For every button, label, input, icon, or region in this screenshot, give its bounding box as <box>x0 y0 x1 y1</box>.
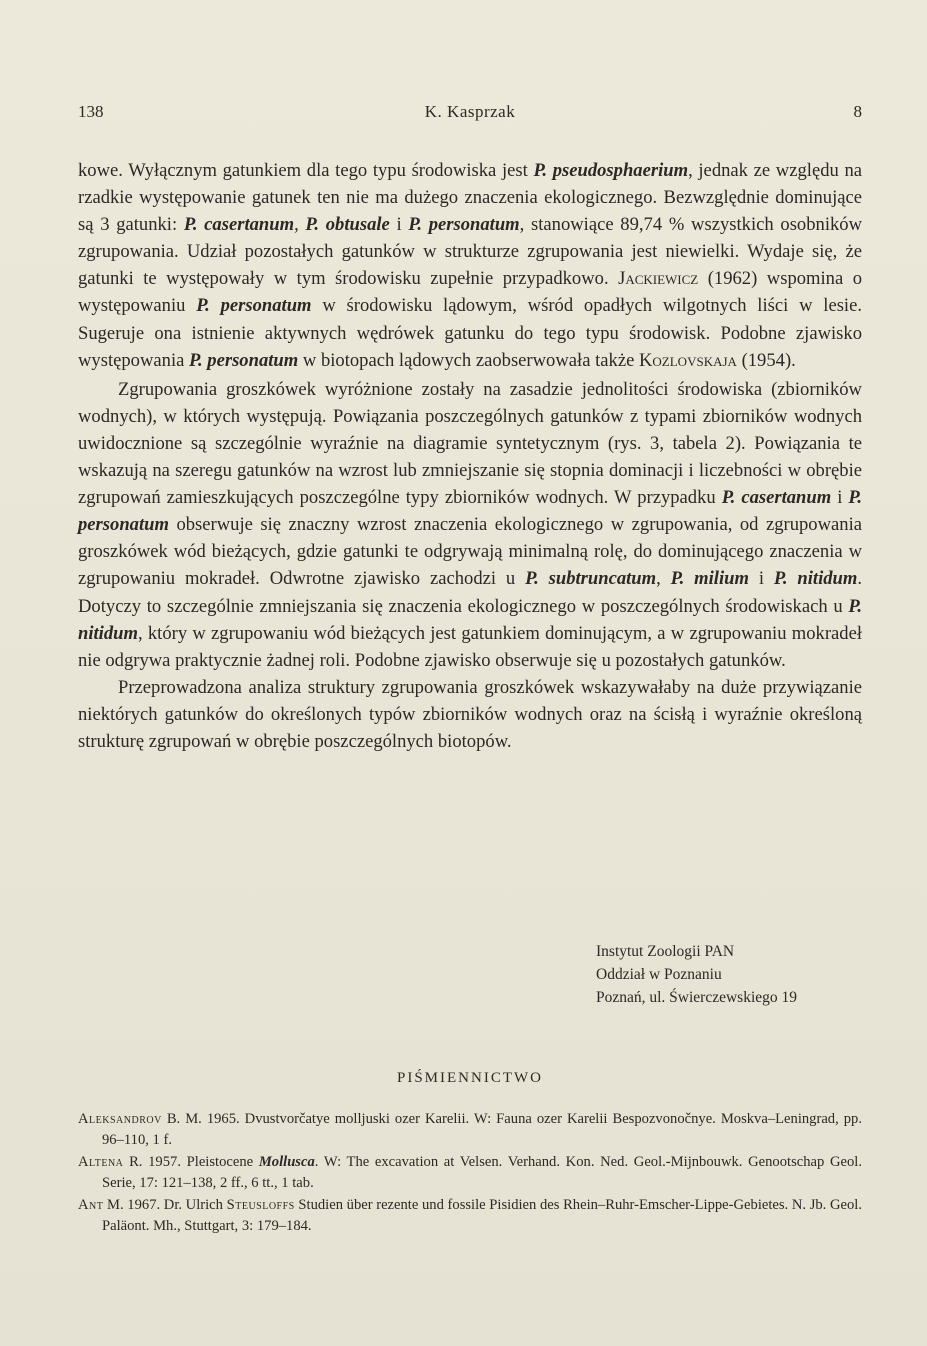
text-run: , <box>656 568 671 590</box>
text-run: w biotopach lądowych zaobserwowała także <box>298 349 639 371</box>
reference-text: . W: The excavation at Velsen. Verhand. Kon. Ned. Geol.-Mijnbouwk. Genootschap Geol. Serie, 17: 121–138, 2 ff., 6 tt., 1 tab. <box>102 1153 862 1192</box>
species-name: P. obtusale <box>305 214 390 236</box>
reference-text: Studien über rezente und fossile Pisidien des Rhein–Ruhr-Emscher-Lippe-Gebietes. N. Jb. Geol. Paläont. Mh., Stuttgart, 3: 179–184. <box>102 1196 862 1235</box>
species-name: P. casertanum <box>721 487 832 509</box>
paragraph-3: Przeprowadzona analiza struktury zgrupowania groszkówek wskazywałaby na duże przywiązanie niektórych gatunków do określonych typów zbiorników wodnych oraz na ścisłą i wyraźnie określoną strukturę zgrupowań w obrębie poszczególnych biotopów. <box>78 676 862 752</box>
text-run: , stanowiące 89,74 % wszystkich osobników zgrupowania. Udział pozostałych gatunków w strukturze zgrupowania jest niewielki. Wydaje się, że gatunki te występowały w tym środowisku zupełnie przypadkowo. <box>78 214 863 290</box>
main-text <box>78 157 862 755</box>
reference-text: B. M. 1965. Dvustvorčatye molljuski ozer Karelii. W: Fauna ozer Karelii Bespozvonočnye. Moskva–Leningrad, pp. 96–110, 1 f. <box>102 1111 862 1149</box>
running-head-author: K. Kasprzak <box>424 102 516 121</box>
text-run: (1962) wspomina o występowaniu <box>78 268 862 317</box>
text-run: Zgrupowania groszkówek wyróżnione zostały na zasadzie jednolitości środowiska (zbiorników wodnych), w których występują. Powiązania poszczególnych gatunków z typami zbiorników wodnych uwidocznione są szczególnie wyraźnie na diagramie syntetycznym (rys. 3, tabela 2). Powiązania te wskazują na szeregu gatunków na wzrost lub zmniejszanie się stopnia dominacji i liczebności w obrębie zgrupowań zamieszkujących poszczególne typy zbiorników wodnych. W przypadku <box>78 378 862 509</box>
species-name: P. milium <box>670 568 749 590</box>
species-name: P. pseudosphaerium <box>533 160 689 181</box>
reference-text: M. 1967. Dr. Ulrich <box>103 1196 227 1213</box>
reference-author: Aleksandrov <box>78 1111 162 1127</box>
author-address <box>596 940 862 1009</box>
reference-item <box>78 1195 862 1238</box>
species-name: P. personatum <box>189 349 299 371</box>
paragraph-2 <box>78 376 862 674</box>
species-name: P. nitidum <box>773 568 858 590</box>
address-line: Instytut Zoologii PAN <box>596 943 735 960</box>
text-run: , który w zgrupowaniu wód bieżących jest gatunkiem dominującym, a w zgrupowaniu mokradeł nie odgrywa praktycznie żadnej roli. Podobne zjawisko obserwuje się u pozostałych gatunków. <box>78 622 862 671</box>
cited-author: Jackiewicz <box>618 268 699 290</box>
species-name: P. nitidum <box>78 595 862 644</box>
species-name: P. personatum <box>196 295 312 317</box>
reference-author: Steusloffs <box>226 1196 295 1213</box>
section-number: 8 <box>853 102 862 121</box>
text-run: , <box>294 214 306 236</box>
address-line: Poznań, ul. Świerczewskiego 19 <box>596 989 798 1006</box>
cited-author: Kozlovskaja <box>638 349 737 371</box>
species-name: P. personatum <box>408 214 520 236</box>
address-line: Oddział w Poznaniu <box>596 966 722 983</box>
text-run: i <box>831 487 849 509</box>
reference-italic: Mollusca <box>258 1153 315 1170</box>
reference-item <box>78 1152 862 1195</box>
reference-author: Altena <box>78 1153 124 1170</box>
text-run: , jednak ze względu na rzadkie występowanie gatunek ten nie ma dużego znaczenia ekologicznego. Bezwzględnie dominujące są 3 gatunki: <box>78 160 863 236</box>
text-run: w środowisku lądowym, wśród opadłych wilgotnych liści w lesie. Sugeruje ona istnienie aktywnych wędrówek gatunku do tego typu środowisk. Podobne zjawisko występowania <box>78 295 863 371</box>
text-run: i <box>748 568 774 590</box>
reference-author: Ant <box>78 1196 104 1213</box>
species-name: P. subtruncatum <box>525 568 657 590</box>
page-number: 138 <box>78 102 104 121</box>
text-run: i <box>389 214 409 236</box>
paragraph-1 <box>78 157 862 374</box>
reference-item <box>78 1109 862 1152</box>
references-heading: PIŚMIENNICTWO <box>397 1070 543 1086</box>
text-run: . Dotyczy to szczególnie zmniejszania się znaczenia ekologicznego w poszczególnych środowiskach u <box>78 568 863 617</box>
species-name: P. personatum <box>78 487 862 536</box>
reference-text: R. 1957. Pleistocene <box>123 1153 259 1170</box>
text-run: (1954). <box>736 349 796 371</box>
references-list <box>78 1109 862 1237</box>
species-name: P. casertanum <box>183 214 295 236</box>
text-run: obserwuje się znaczny wzrost znaczenia ekologicznego w zgrupowania, od zgrupowania groszkówek wód bieżących, gdzie gatunki te odgrywają minimalną rolę, do dominującego znaczenia w zgrupowaniu mokradeł. Odwrotne zjawisko zachodzi u <box>78 514 862 590</box>
text-run: kowe. Wyłącznym gatunkiem dla tego typu środowiska jest <box>78 160 534 181</box>
